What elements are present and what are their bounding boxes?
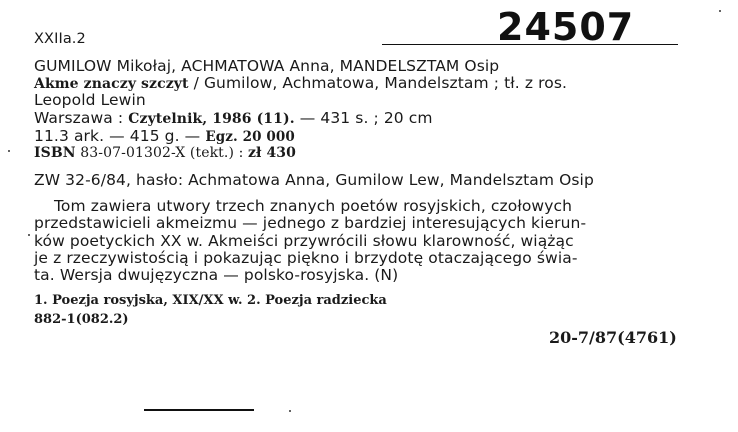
sheets-weight: 11.3 ark. — 415 g. — (34, 127, 206, 145)
translator: Leopold Lewin (34, 91, 146, 109)
zw-line: ZW 32-6/84, hasło: Achmatowa Anna, Gumilow Lew, Mandelsztam Osip (34, 171, 594, 189)
title-responsibility: / Gumilow, Achmatowa, Mandelsztam ; tł. z ros. (188, 74, 568, 92)
print-run: Egz. 20 000 (205, 129, 295, 145)
sheets-line (34, 127, 295, 145)
price: zł 430 (247, 145, 296, 161)
specks (8, 150, 10, 152)
isbn-line (34, 145, 296, 161)
reference-code: 20-7/87(4761) (549, 328, 677, 347)
specks (289, 410, 291, 412)
bottom-rule (144, 409, 254, 411)
subject-headings: 1. Poezja rosyjska, XIX/XX w. 2. Poezja radziecka (34, 293, 387, 308)
publication-place: Warszawa : (34, 109, 129, 127)
authors-heading: GUMILOW Mikołaj, ACHMATOWA Anna, MANDELSZTAM Osip (34, 57, 500, 75)
specks (719, 10, 721, 12)
annotation-line: je z rzeczywistością i pokazując piękno i brzydotę otaczającego świa- (34, 249, 578, 267)
annotation-line: przedstawicieli akmeizmu — jednego z bardziej interesujących kierun- (34, 214, 587, 232)
isbn-value: 83-07-01302-X (tekt.) : (75, 145, 248, 161)
specks (28, 234, 30, 236)
annotation-line: Tom zawiera utwory trzech znanych poetów rosyjskich, czołowych (54, 197, 573, 215)
catalog-number: 24507 (497, 5, 635, 49)
annotation-line: ta. Wersja dwujęzyczna — polsko-rosyjska. (N) (34, 266, 399, 284)
shelf-mark: XXIIa.2 (34, 31, 86, 47)
annotation-line: ków poetyckich XX w. Akmeiści przywrócili słowu klarowność, wiążąc (34, 232, 574, 250)
physical-description: — 431 s. ; 20 cm (294, 109, 433, 127)
number-underline (382, 44, 678, 45)
title-statement (34, 74, 567, 92)
publication-line (34, 109, 433, 127)
isbn-label: ISBN (34, 145, 76, 161)
udc-classification: 882-1(082.2) (34, 312, 129, 327)
publisher: Czytelnik, 1986 (11). (128, 111, 295, 127)
title-proper: Akme znaczy szczyt (34, 76, 189, 92)
